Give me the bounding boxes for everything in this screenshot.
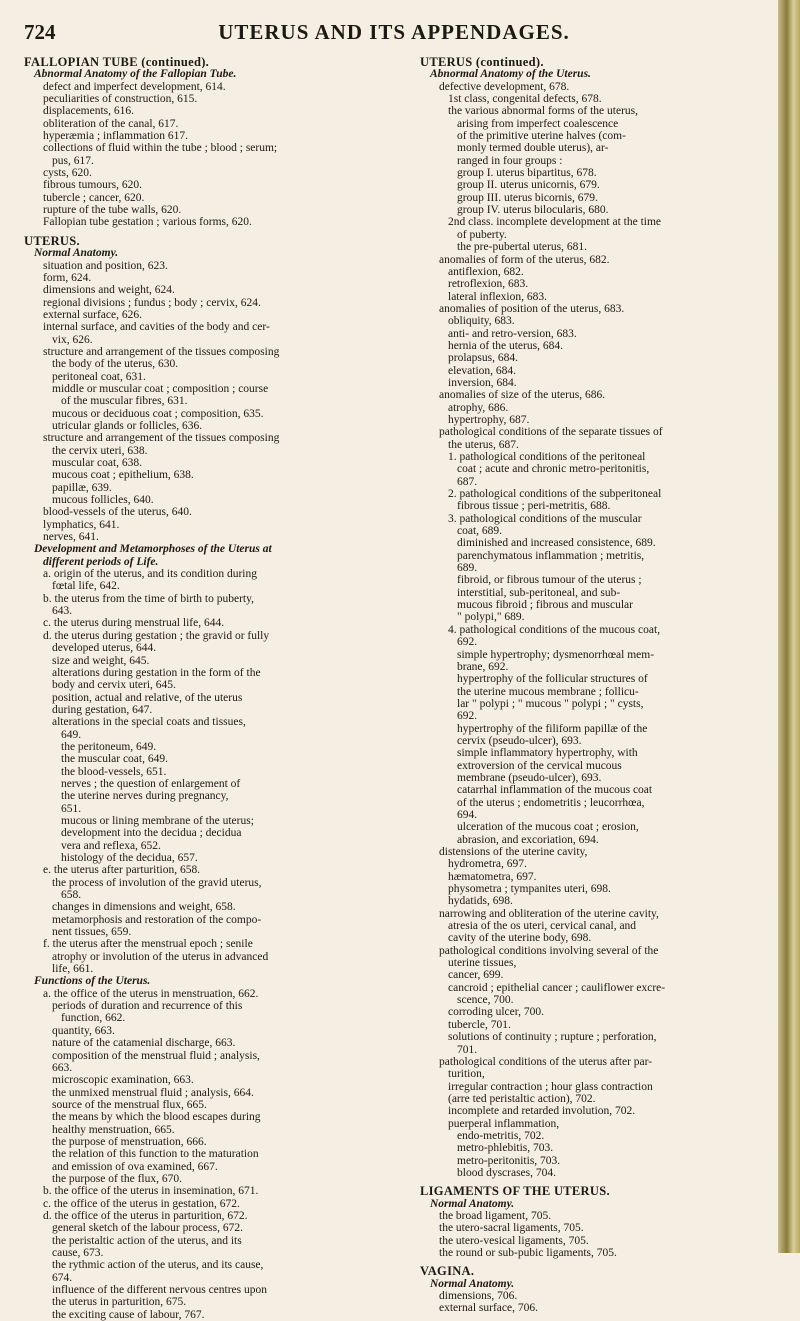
index-entry: source of the menstrual flux, 665. bbox=[52, 1098, 207, 1111]
index-entry: the uterus in parturition, 675. bbox=[52, 1296, 187, 1309]
index-entry: utricular glands or follicles, 636. bbox=[52, 419, 203, 432]
index-entry: lateral inflexion, 683. bbox=[448, 290, 547, 303]
index-entry: pus, 617. bbox=[52, 154, 94, 167]
subsection-heading: Normal Anatomy. bbox=[34, 247, 119, 260]
index-entry: b. the uterus from the time of birth to puberty, bbox=[43, 592, 254, 605]
index-entry: e. the uterus after parturition, 658. bbox=[43, 864, 201, 877]
index-entry: extroversion of the cervical mucous bbox=[457, 759, 622, 772]
index-entry: group I. uterus bipartitus, 678. bbox=[457, 167, 597, 180]
index-entry: the uterine nerves during pregnancy, bbox=[61, 790, 229, 803]
index-entry: 1st class, congenital defects, 678. bbox=[448, 93, 602, 106]
index-entry: structure and arrangement of the tissues composing bbox=[43, 432, 280, 445]
index-entry: general sketch of the labour process, 672. bbox=[52, 1222, 243, 1235]
index-entry: ulceration of the mucous coat ; erosion, bbox=[457, 821, 639, 834]
index-entry: the process of involution of the gravid uterus, bbox=[52, 876, 262, 889]
index-entry: 2nd class. incomplete development at the time bbox=[448, 216, 662, 229]
index-entry: pathological conditions of the uterus after par- bbox=[439, 1055, 653, 1068]
index-entry: the uterus, 687. bbox=[448, 438, 519, 451]
index-entry: the blood-vessels, 651. bbox=[61, 765, 167, 778]
index-entry: d. the uterus during gestation ; the gravid or fully bbox=[43, 629, 270, 642]
index-entry: physometra ; tympanites uteri, 698. bbox=[448, 883, 611, 896]
index-entry: cervix (pseudo-ulcer), 693. bbox=[457, 734, 582, 747]
index-entry: tubercle, 701. bbox=[448, 1018, 511, 1031]
index-entry: and emission of ova examined, 667. bbox=[52, 1160, 218, 1173]
index-entry: monly termed double uterus), ar- bbox=[457, 142, 609, 155]
index-entry: papillæ, 639. bbox=[52, 481, 112, 494]
index-entry: arising from imperfect coalescence bbox=[457, 117, 619, 130]
index-entry: peritoneal coat, 631. bbox=[52, 370, 146, 383]
index-entry: " polypi," 689. bbox=[457, 611, 525, 624]
index-entry: puerperal inflammation, bbox=[448, 1117, 560, 1130]
index-entry: alterations in the special coats and tissues, bbox=[52, 716, 246, 729]
index-entry: obliquity, 683. bbox=[448, 315, 515, 328]
index-entry: 643. bbox=[52, 605, 73, 618]
index-entry: incomplete and retarded involution, 702. bbox=[448, 1105, 636, 1118]
index-entry: abrasion, and excoriation, 694. bbox=[457, 833, 599, 846]
index-entry: of the primitive uterine halves (com- bbox=[457, 130, 626, 143]
index-entry: a. origin of the uterus, and its condition during bbox=[43, 568, 257, 581]
index-entry: obliteration of the canal, 617. bbox=[43, 117, 179, 130]
index-entry: anomalies of size of the uterus, 686. bbox=[439, 389, 606, 402]
index-entry: nerves ; the question of enlargement of bbox=[61, 777, 241, 790]
index-entry: uterine tissues, bbox=[448, 957, 517, 970]
index-entry: metro-phlebitis, 703. bbox=[457, 1142, 554, 1155]
index-entry: structure and arrangement of the tissues composing bbox=[43, 345, 280, 358]
index-entry: the rythmic action of the uterus, and its cause, bbox=[52, 1259, 264, 1272]
index-entry: defective development, 678. bbox=[439, 80, 570, 93]
index-entry: atresia of the os uteri, cervical canal, and bbox=[448, 920, 637, 933]
index-entry: pathological conditions involving several of the bbox=[439, 944, 659, 957]
index-entry: vix, 626. bbox=[52, 333, 93, 346]
index-entry: anti- and retro-version, 683. bbox=[448, 327, 577, 340]
index-entry: 692. bbox=[457, 636, 478, 649]
index-entry: the cervix uteri, 638. bbox=[52, 444, 148, 457]
index-entry: atrophy or involution of the uterus in advanced bbox=[52, 950, 269, 963]
index-entry: 692. bbox=[457, 710, 478, 723]
index-entry: pathological conditions of the separate tissues of bbox=[439, 426, 663, 439]
index-entry: the uterine mucous membrane ; follicu- bbox=[457, 685, 639, 698]
index-entry: retroflexion, 683. bbox=[448, 278, 529, 291]
subsection-heading: Abnormal Anatomy of the Fallopian Tube. bbox=[34, 68, 237, 81]
index-entry: 651. bbox=[61, 802, 82, 815]
index-entry: 687. bbox=[457, 475, 478, 488]
index-entry: inversion, 684. bbox=[448, 376, 517, 389]
index-entry: dimensions, 706. bbox=[439, 1290, 518, 1303]
index-entry: mucous follicles, 640. bbox=[52, 494, 154, 507]
running-head: UTERUS AND ITS APPENDAGES. bbox=[218, 20, 570, 44]
index-entry: coat, 689. bbox=[457, 525, 503, 538]
index-entry: interstitial, sub-peritoneal, and sub- bbox=[457, 586, 621, 599]
index-entry: mucous or lining membrane of the uterus; bbox=[61, 814, 254, 827]
index-entry: hypertrophy of the filiform papillæ of the bbox=[457, 722, 648, 735]
subsection-heading: different periods of Life. bbox=[43, 555, 159, 568]
index-entry: nature of the catamenial discharge, 663. bbox=[52, 1037, 236, 1050]
index-entry: form, 624. bbox=[43, 271, 92, 284]
index-entry: irregular contraction ; hour glass contraction bbox=[448, 1080, 653, 1093]
index-entry: collections of fluid within the tube ; blood ; serum; bbox=[43, 142, 278, 155]
index-entry: of the uterus ; endometritis ; leucorrhœa, bbox=[457, 796, 645, 809]
index-entry: the unmixed menstrual fluid ; analysis, 664. bbox=[52, 1086, 254, 1099]
index-entry: the utero-vesical ligaments, 705. bbox=[439, 1234, 589, 1247]
subsection-heading: Normal Anatomy. bbox=[430, 1277, 515, 1290]
index-entry: cavity of the uterine body, 698. bbox=[448, 932, 592, 945]
index-entry: b. the office of the uterus in insemination, 671. bbox=[43, 1185, 259, 1198]
index-entry: developed uterus, 644. bbox=[52, 642, 157, 655]
index-entry: body and cervix uteri, 645. bbox=[52, 679, 176, 692]
index-entry: position, actual and relative, of the uterus bbox=[52, 691, 243, 704]
index-entry: 663. bbox=[52, 1061, 73, 1074]
index-entry: antiflexion, 682. bbox=[448, 265, 524, 278]
index-entry: Fallopian tube gestation ; various forms, 620. bbox=[43, 216, 252, 229]
subsection-heading: Abnormal Anatomy of the Uterus. bbox=[430, 68, 591, 81]
index-entry: of puberty. bbox=[457, 228, 507, 241]
index-entry: metamorphosis and restoration of the compo- bbox=[52, 913, 262, 926]
index-entry: composition of the menstrual fluid ; analysis, bbox=[52, 1049, 260, 1062]
index-entry: simple inflammatory hypertrophy, with bbox=[457, 747, 638, 760]
index-entry: the various abnormal forms of the uterus, bbox=[448, 105, 639, 118]
subsection-heading: Functions of the Uterus. bbox=[34, 975, 151, 988]
index-entry: hæmatometra, 697. bbox=[448, 870, 537, 883]
index-entry: brane, 692. bbox=[457, 660, 509, 673]
index-entry: group III. uterus bicornis, 679. bbox=[457, 191, 598, 204]
index-entry: regional divisions ; fundus ; body ; cervix, 624. bbox=[43, 296, 261, 309]
section-heading: LIGAMENTS OF THE UTERUS. bbox=[420, 1185, 610, 1198]
index-entry: histology of the decidua, 657. bbox=[61, 852, 198, 864]
index-entry: nerves, 641. bbox=[43, 531, 99, 544]
index-entry: membrane (pseudo-ulcer), 693. bbox=[457, 771, 602, 784]
index-entry: catarrhal inflammation of the mucous coat bbox=[457, 784, 653, 797]
index-entry: external surface, 706. bbox=[439, 1302, 538, 1315]
index-entry: the exciting cause of labour, 767. bbox=[52, 1308, 205, 1321]
index-entry: dimensions and weight, 624. bbox=[43, 284, 175, 297]
page-number: 724 bbox=[24, 20, 56, 44]
index-entry: hypertrophy, 687. bbox=[448, 413, 530, 426]
index-entry: external surface, 626. bbox=[43, 308, 142, 321]
index-entry: the muscular coat, 649. bbox=[61, 753, 168, 766]
index-entry: elevation, 684. bbox=[448, 364, 517, 377]
index-entry: parenchymatous inflammation ; metritis, bbox=[457, 549, 645, 562]
index-entry: hypertrophy of the follicular structures of bbox=[457, 673, 648, 686]
index-entry: fœtal life, 642. bbox=[52, 580, 120, 593]
index-entry: the peristaltic action of the uterus, and its bbox=[52, 1234, 242, 1247]
index-entry: coat ; acute and chronic metro-peritonitis, bbox=[457, 463, 650, 476]
index-entry: mucous or deciduous coat ; composition, 635. bbox=[52, 407, 264, 420]
index-entry: cause, 673. bbox=[52, 1247, 104, 1259]
index-column-left bbox=[24, 56, 384, 1321]
index-entry: hernia of the uterus, 684. bbox=[448, 339, 563, 352]
index-entry: fibrous tumours, 620. bbox=[43, 179, 143, 192]
index-entry: metro-peritonitis, 703. bbox=[457, 1154, 561, 1167]
index-entry: fibroid, or fibrous tumour of the uterus ; bbox=[457, 574, 642, 587]
index-entry: hyperæmia ; inflammation 617. bbox=[43, 130, 189, 143]
index-entry: group II. uterus unicornis, 679. bbox=[457, 179, 600, 192]
index-entry: 2. pathological conditions of the subperitoneal bbox=[448, 488, 662, 501]
index-entry: the pre-pubertal uterus, 681. bbox=[457, 241, 587, 254]
index-entry: c. the office of the uterus in gestation, 672. bbox=[43, 1197, 240, 1210]
index-entry: function, 662. bbox=[61, 1012, 126, 1025]
index-entry: narrowing and obliteration of the uterine cavity, bbox=[439, 907, 659, 920]
index-column-right bbox=[420, 56, 780, 1315]
index-entry: of the muscular fibres, 631. bbox=[61, 395, 188, 408]
index-entry: healthy menstruation, 665. bbox=[52, 1123, 175, 1136]
page-header bbox=[24, 20, 764, 46]
index-entry: microscopic examination, 663. bbox=[52, 1074, 194, 1087]
index-entry: the purpose of the flux, 670. bbox=[52, 1172, 182, 1185]
index-entry: distensions of the uterine cavity, bbox=[439, 846, 588, 858]
index-entry: d. the office of the uterus in parturition, 672. bbox=[43, 1209, 248, 1222]
index-entry: 674. bbox=[52, 1271, 73, 1284]
index-entry: mucous fibroid ; fibrous and muscular bbox=[457, 599, 633, 612]
index-entry: during gestation, 647. bbox=[52, 703, 153, 716]
index-entry: the broad ligament, 705. bbox=[439, 1209, 552, 1222]
index-entry: corroding ulcer, 700. bbox=[448, 1006, 544, 1019]
index-entry: hydrometra, 697. bbox=[448, 858, 527, 871]
index-entry: displacements, 616. bbox=[43, 105, 135, 118]
index-entry: 1. pathological conditions of the peritoneal bbox=[448, 451, 646, 463]
index-entry: peculiarities of construction, 615. bbox=[43, 93, 198, 106]
index-entry: situation and position, 623. bbox=[43, 259, 168, 272]
index-entry: the peritoneum, 649. bbox=[61, 740, 157, 753]
index-entry: 658. bbox=[61, 889, 82, 902]
index-entry: changes in dimensions and weight, 658. bbox=[52, 901, 236, 914]
index-entry: anomalies of position of the uterus, 683. bbox=[439, 302, 625, 315]
index-entry: 649. bbox=[61, 728, 82, 741]
section-heading: UTERUS. bbox=[24, 234, 80, 248]
index-entry: turition, bbox=[448, 1068, 485, 1081]
index-entry: f. the uterus after the menstrual epoch ; senile bbox=[43, 938, 253, 951]
index-entry: ranged in four groups : bbox=[457, 154, 563, 167]
index-entry: mucous coat ; epithelium, 638. bbox=[52, 469, 194, 482]
index-entry: quantity, 663. bbox=[52, 1024, 115, 1037]
index-entry: fibrous tissue ; peri-metritis, 688. bbox=[457, 500, 611, 513]
index-entry: blood-vessels of the uterus, 640. bbox=[43, 506, 192, 519]
index-entry: (arre ted peristaltic action), 702. bbox=[448, 1092, 596, 1105]
index-entry: 694. bbox=[457, 808, 478, 821]
index-entry: development into the decidua ; decidua bbox=[61, 827, 242, 840]
section-heading: FALLOPIAN TUBE (continued). bbox=[24, 56, 210, 69]
index-entry: influence of the different nervous centres upon bbox=[52, 1284, 268, 1297]
index-entry: hydatids, 698. bbox=[448, 895, 513, 908]
index-entry: nent tissues, 659. bbox=[52, 926, 132, 939]
index-entry: atrophy, 686. bbox=[448, 401, 509, 414]
index-entry: group IV. uterus bilocularis, 680. bbox=[457, 204, 609, 217]
index-entry: endo-metritis, 702. bbox=[457, 1129, 545, 1142]
index-entry: cancer, 699. bbox=[448, 969, 504, 982]
index-entry: cysts, 620. bbox=[43, 167, 92, 180]
index-entry: rupture of the tube walls, 620. bbox=[43, 204, 182, 217]
index-entry: 3. pathological conditions of the muscular bbox=[448, 512, 642, 525]
index-entry: the purpose of menstruation, 666. bbox=[52, 1135, 207, 1148]
index-entry: diminished and increased consistence, 689. bbox=[457, 537, 656, 550]
index-entry: 4. pathological conditions of the mucous coat, bbox=[448, 623, 661, 636]
index-entry: lar " polypi ; " mucous " polypi ; " cysts, bbox=[457, 697, 644, 710]
index-entry: the utero-sacral ligaments, 705. bbox=[439, 1222, 584, 1235]
index-entry: cancroid ; epithelial cancer ; cauliflower excre- bbox=[448, 981, 666, 994]
index-entry: life, 661. bbox=[52, 963, 94, 976]
index-entry: vera and reflexa, 652. bbox=[61, 839, 161, 852]
index-entry: the round or sub-pubic ligaments, 705. bbox=[439, 1247, 617, 1259]
index-entry: internal surface, and cavities of the body and cer- bbox=[43, 321, 270, 334]
index-entry: size and weight, 645. bbox=[52, 654, 150, 667]
section-heading: UTERUS (continued). bbox=[420, 56, 544, 69]
index-entry: simple hypertrophy; dysmenorrhœal mem- bbox=[457, 648, 655, 661]
index-entry: 701. bbox=[457, 1043, 478, 1056]
index-entry: the relation of this function to the maturation bbox=[52, 1148, 259, 1161]
index-entry: a. the office of the uterus in menstruation, 662. bbox=[43, 987, 259, 1000]
index-entry: middle or muscular coat ; composition ; course bbox=[52, 382, 269, 395]
index-entry: anomalies of form of the uterus, 682. bbox=[439, 253, 610, 266]
index-entry: tubercle ; cancer, 620. bbox=[43, 191, 145, 204]
index-entry: the means by which the blood escapes during bbox=[52, 1111, 261, 1124]
page-edge bbox=[778, 0, 800, 1253]
subsection-heading: Development and Metamorphoses of the Uterus at bbox=[34, 543, 272, 556]
index-entry: periods of duration and recurrence of this bbox=[52, 1000, 243, 1013]
index-entry: solutions of continuity ; rupture ; perforation, bbox=[448, 1031, 657, 1044]
section-heading: VAGINA. bbox=[420, 1265, 475, 1278]
index-entry: lymphatics, 641. bbox=[43, 518, 120, 531]
index-entry: muscular coat, 638. bbox=[52, 457, 143, 469]
index-entry: alterations during gestation in the form of the bbox=[52, 666, 261, 679]
subsection-heading: Normal Anatomy. bbox=[430, 1197, 515, 1210]
index-entry: defect and imperfect development, 614. bbox=[43, 80, 226, 93]
index-entry: prolapsus, 684. bbox=[448, 352, 518, 365]
index-entry: c. the uterus during menstrual life, 644. bbox=[43, 617, 225, 630]
index-entry: 689. bbox=[457, 562, 478, 575]
index-entry: the body of the uterus, 630. bbox=[52, 358, 179, 371]
index-entry: scence, 700. bbox=[457, 994, 514, 1007]
index-entry: blood dyscrases, 704. bbox=[457, 1166, 557, 1179]
